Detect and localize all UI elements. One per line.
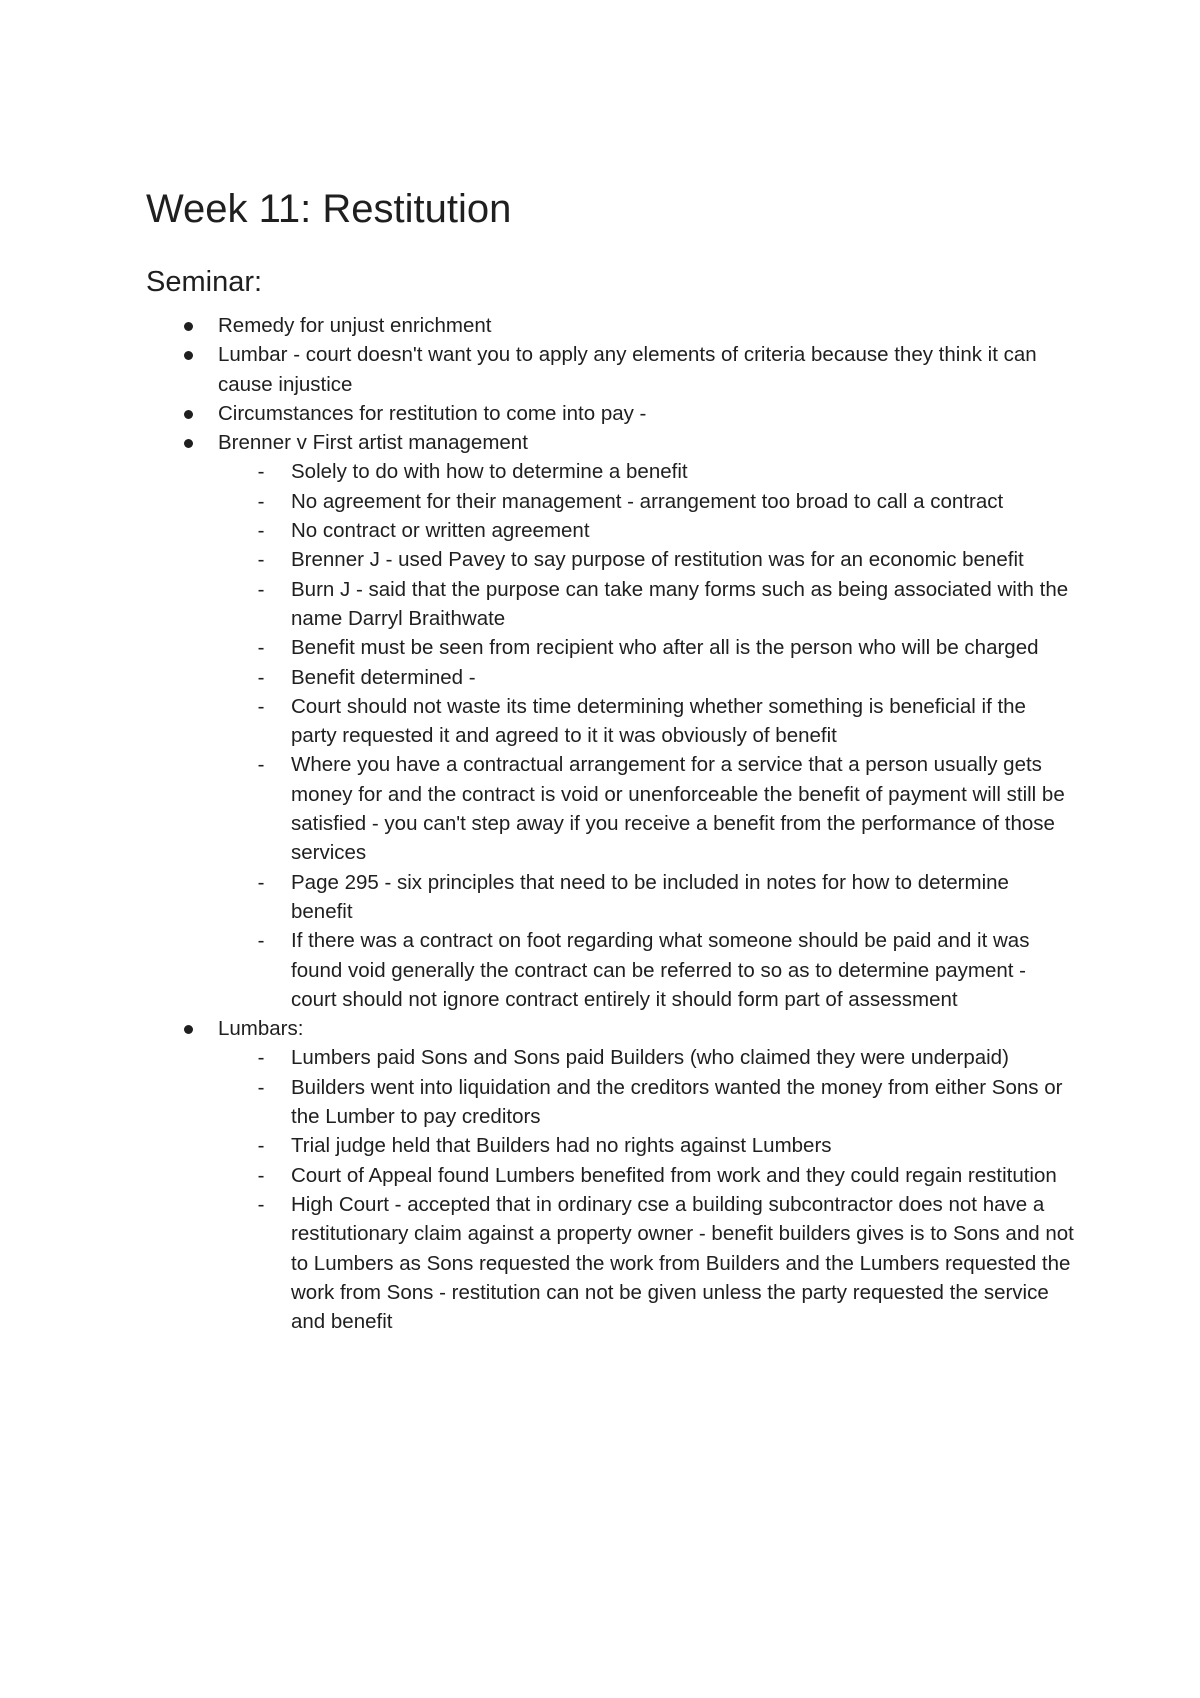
list-item-text: Circumstances for restitution to come into pay - [218, 401, 647, 425]
sub-list-item-text: Court of Appeal found Lumbers benefited from work and they could regain restitution [291, 1163, 1057, 1187]
sub-list-item [218, 1043, 1076, 1072]
sub-list-item [218, 457, 1076, 486]
dash-bullet-icon: - [257, 694, 265, 718]
list-item [146, 399, 1076, 428]
dash-bullet-icon: - [257, 753, 265, 777]
seminar-bullet-list [146, 311, 1076, 1336]
section-heading-seminar: Seminar: [146, 266, 263, 298]
sub-list-item [218, 868, 1076, 927]
document-body [146, 180, 1076, 1336]
sub-list [218, 1043, 1076, 1336]
dash-bullet-icon: - [257, 1192, 265, 1216]
list-item [146, 428, 1076, 1014]
sub-list-item [218, 516, 1076, 545]
sub-list-item-text: No contract or written agreement [291, 519, 590, 543]
sub-list-item [218, 692, 1076, 751]
dash-bullet-icon: - [257, 929, 265, 953]
list-item [146, 311, 1076, 340]
sub-list-item-text: Benefit must be seen from recipient who after all is the person who will be charged [291, 636, 1039, 660]
sub-list-item [218, 1161, 1076, 1190]
sub-list-item-text: Solely to do with how to determine a benefit [291, 460, 688, 484]
sub-list-item [218, 1073, 1076, 1132]
dash-bullet-icon: - [257, 665, 265, 689]
sub-list-item-text: If there was a contract on foot regarding what someone should be paid and it was found void generally the contract can be referred to so as to determine payment - court should not ignore contract entirely it should form part of assessment [291, 929, 1030, 1011]
list-item-text: Brenner v First artist management [218, 431, 528, 455]
sub-list-item [218, 1190, 1076, 1336]
dash-bullet-icon: - [257, 1046, 265, 1070]
list-item [146, 1014, 1076, 1336]
dash-bullet-icon: - [257, 1163, 265, 1187]
sub-list-item [218, 926, 1076, 1014]
sub-list-item [218, 663, 1076, 692]
sub-list-item-text: Lumbers paid Sons and Sons paid Builders (who claimed they were underpaid) [291, 1046, 1009, 1070]
dash-bullet-icon: - [257, 636, 265, 660]
dash-bullet-icon: - [257, 1134, 265, 1158]
dash-bullet-icon: - [257, 460, 265, 484]
bullet-icon [184, 1025, 193, 1034]
dash-bullet-icon: - [257, 577, 265, 601]
sub-list-item [218, 633, 1076, 662]
list-item [146, 340, 1076, 399]
bullet-icon [184, 322, 193, 331]
sub-list-item-text: No agreement for their management - arrangement too broad to call a contract [291, 489, 1004, 513]
sub-list-item-text: High Court - accepted that in ordinary cse a building subcontractor does not have a restitutionary claim against a property owner - benefit builders gives is to Sons and not to Lumbers as Sons requested the work from Builders and the Lumbers requested the work from Sons - restitution can not be given unless the party requested the service and benefit [291, 1192, 1074, 1334]
dash-bullet-icon: - [257, 870, 265, 894]
sub-list-item-text: Brenner J - used Pavey to say purpose of restitution was for an economic benefit [291, 548, 1024, 572]
sub-list-item-text: Where you have a contractual arrangement for a service that a person usually gets money for and the contract is void or unenforceable the benefit of payment will still be satisfied - you can't step away if you receive a benefit from the performance of those services [291, 753, 1065, 865]
list-item-text: Remedy for unjust enrichment [218, 314, 492, 337]
sub-list-item-text: Page 295 - six principles that need to be included in notes for how to determine benefit [291, 870, 1009, 923]
sub-list-item [218, 545, 1076, 574]
dash-bullet-icon: - [257, 519, 265, 543]
sub-list-item [218, 750, 1076, 867]
dash-bullet-icon: - [257, 489, 265, 513]
sub-list-item-text: Builders went into liquidation and the creditors wanted the money from either Sons or the Lumber to pay creditors [291, 1075, 1063, 1129]
bullet-icon [184, 351, 193, 360]
dash-bullet-icon: - [257, 548, 265, 572]
list-item-text: Lumbars: [218, 1017, 304, 1041]
sub-list-item [218, 487, 1076, 516]
sub-list-item-text: Court should not waste its time determining whether something is beneficial if the party requested it and agreed to it it was obviously of benefit [291, 694, 1026, 748]
sub-list-item-text: Benefit determined - [291, 665, 476, 689]
sub-list-item-text: Trial judge held that Builders had no rights against Lumbers [291, 1134, 832, 1158]
sub-list-item [218, 1131, 1076, 1160]
sub-list [218, 457, 1076, 1014]
page-title: Week 11: Restitution [146, 187, 512, 231]
list-item-text: Lumbar - court doesn't want you to apply any elements of criteria because they think it can cause injustice [218, 343, 1037, 396]
bullet-icon [184, 410, 193, 419]
sub-list-item-text: Burn J - said that the purpose can take many forms such as being associated with the name Darryl Braithwate [291, 577, 1069, 630]
bullet-icon [184, 439, 193, 448]
sub-list-item [218, 575, 1076, 634]
dash-bullet-icon: - [257, 1075, 265, 1099]
